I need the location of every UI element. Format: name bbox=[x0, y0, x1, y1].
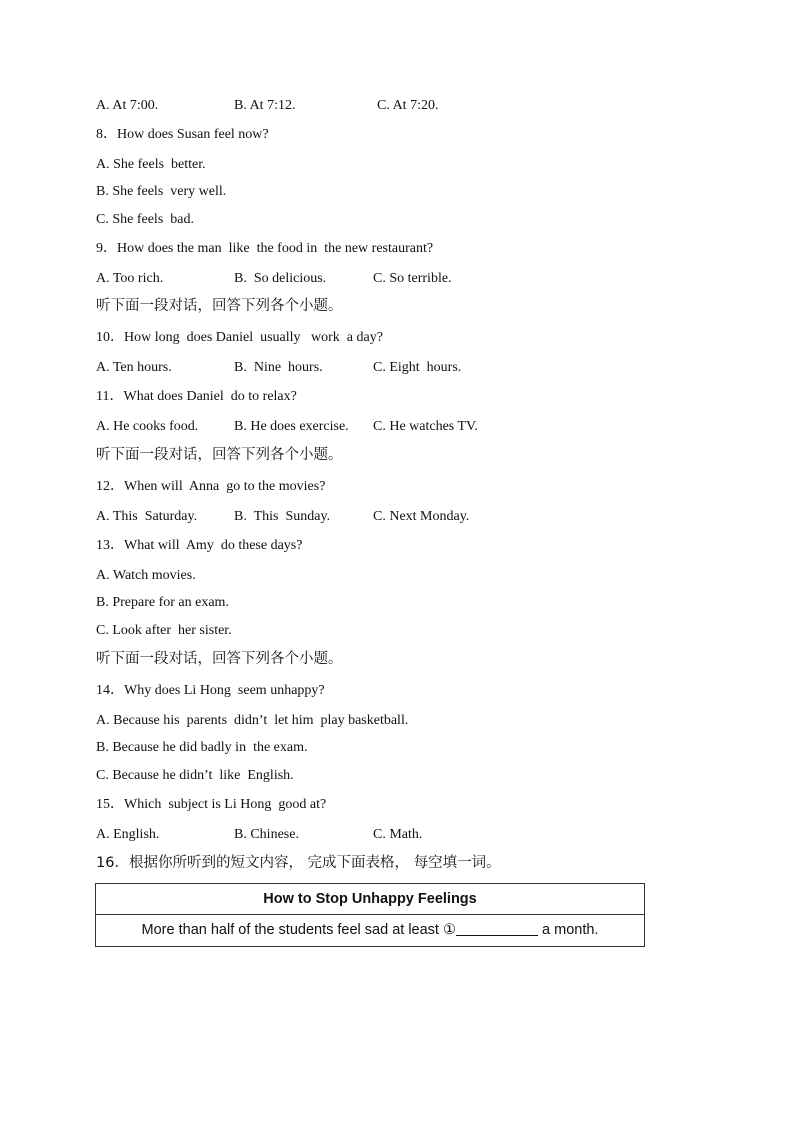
q13-option-b: B. Prepare for an exam. bbox=[96, 595, 229, 610]
q11-option-c: C. He watches TV. bbox=[373, 419, 478, 434]
q13-question: 13．What will Amy do these days? bbox=[96, 538, 303, 553]
answer-blank-1[interactable] bbox=[456, 921, 538, 936]
q14-option-a: A. Because his parents didn’t let him play basketball. bbox=[96, 713, 409, 728]
q7-option-b: B. At 7:12. bbox=[234, 98, 296, 113]
q11-question: 11．What does Daniel do to relax? bbox=[96, 389, 297, 404]
q15-option-c: C. Math. bbox=[373, 827, 423, 842]
section-instruction: 听下面一段对话，回答下列各个小题。 bbox=[96, 651, 343, 667]
q15-option-a: A. English. bbox=[96, 827, 160, 842]
q14-option-c: C. Because he didn’t like English. bbox=[96, 768, 294, 783]
q9-option-a: A. Too rich. bbox=[96, 271, 164, 286]
table-title: How to Stop Unhappy Feelings bbox=[96, 884, 644, 915]
q10-question: 10．How long does Daniel usually work a day? bbox=[96, 330, 383, 345]
notes-table bbox=[95, 883, 645, 947]
q16-question: 16．根据你所听到的短文内容， 完成下面表格， 每空填一词。 bbox=[96, 855, 501, 871]
row-text-after: a month. bbox=[538, 922, 599, 938]
q14-option-b: B. Because he did badly in the exam. bbox=[96, 740, 308, 755]
q9-option-c: C. So terrible. bbox=[373, 271, 452, 286]
q12-option-c: C. Next Monday. bbox=[373, 509, 470, 524]
q7-option-a: A. At 7:00. bbox=[96, 98, 159, 113]
q12-option-a: A. This Saturday. bbox=[96, 509, 198, 524]
q11-option-a: A. He cooks food. bbox=[96, 419, 199, 434]
section-instruction: 听下面一段对话，回答下列各个小题。 bbox=[96, 447, 343, 463]
q12-question: 12．When will Anna go to the movies? bbox=[96, 479, 326, 494]
q8-question: 8．How does Susan feel now? bbox=[96, 127, 269, 142]
q8-option-a: A. She feels better. bbox=[96, 157, 206, 172]
q9-option-b: B. So delicious. bbox=[234, 271, 327, 286]
table-row bbox=[96, 915, 644, 946]
row-text-before: More than half of the students feel sad at least ① bbox=[141, 922, 456, 938]
q8-option-c: C. She feels bad. bbox=[96, 212, 194, 227]
q14-question: 14．Why does Li Hong seem unhappy? bbox=[96, 683, 325, 698]
q12-option-b: B. This Sunday. bbox=[234, 509, 331, 524]
section-instruction: 听下面一段对话，回答下列各个小题。 bbox=[96, 298, 343, 314]
q15-option-b: B. Chinese. bbox=[234, 827, 299, 842]
q8-option-b: B. She feels very well. bbox=[96, 184, 227, 199]
q7-option-c: C. At 7:20. bbox=[377, 98, 439, 113]
q9-question: 9．How does the man like the food in the new restaurant? bbox=[96, 241, 434, 256]
q15-question: 15．Which subject is Li Hong good at? bbox=[96, 797, 327, 812]
q11-option-b: B. He does exercise. bbox=[234, 419, 349, 434]
q13-option-a: A. Watch movies. bbox=[96, 568, 196, 583]
q13-option-c: C. Look after her sister. bbox=[96, 623, 232, 638]
q10-option-c: C. Eight hours. bbox=[373, 360, 462, 375]
q10-option-b: B. Nine hours. bbox=[234, 360, 323, 375]
q10-option-a: A. Ten hours. bbox=[96, 360, 172, 375]
